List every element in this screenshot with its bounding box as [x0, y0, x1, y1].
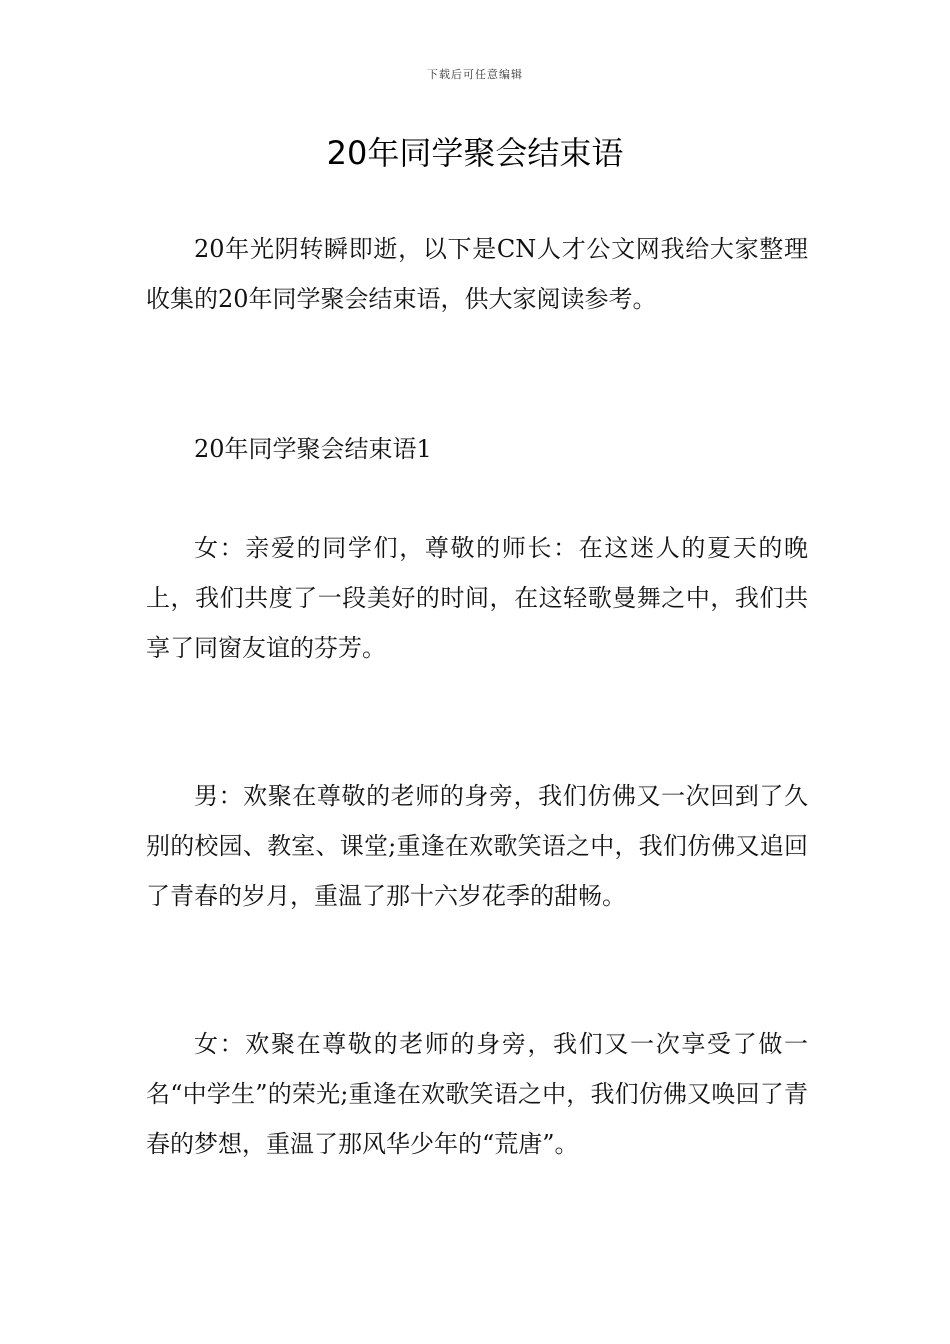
body-paragraph-2: 男：欢聚在尊敬的老师的身旁，我们仿佛又一次回到了久别的校园、教室、课堂;重逢在欢歌笑语之中，我们仿佛又追回了青春的岁月，重温了那十六岁花季的甜畅。 — [146, 782, 808, 910]
section-heading: 20年同学聚会结束语1 — [194, 435, 432, 463]
intro-paragraph: 20年光阴转瞬即逝，以下是CN人才公文网我给大家整理收集的20年同学聚会结束语，供大家阅读参考。 — [146, 235, 808, 313]
header-note: 下载后可任意编辑 — [427, 68, 523, 81]
body-paragraph-3: 女：欢聚在尊敬的老师的身旁，我们又一次享受了做一名“中学生”的荣光;重逢在欢歌笑语之中，我们仿佛又唤回了青春的梦想，重温了那风华少年的“荒唐”。 — [146, 1030, 808, 1158]
document-title: 20年同学聚会结束语 — [326, 134, 624, 172]
body-paragraph-1: 女：亲爱的同学们，尊敬的师长：在这迷人的夏天的晚上，我们共度了一段美好的时间，在这轻歌曼舞之中，我们共享了同窗友谊的芬芳。 — [146, 534, 808, 662]
